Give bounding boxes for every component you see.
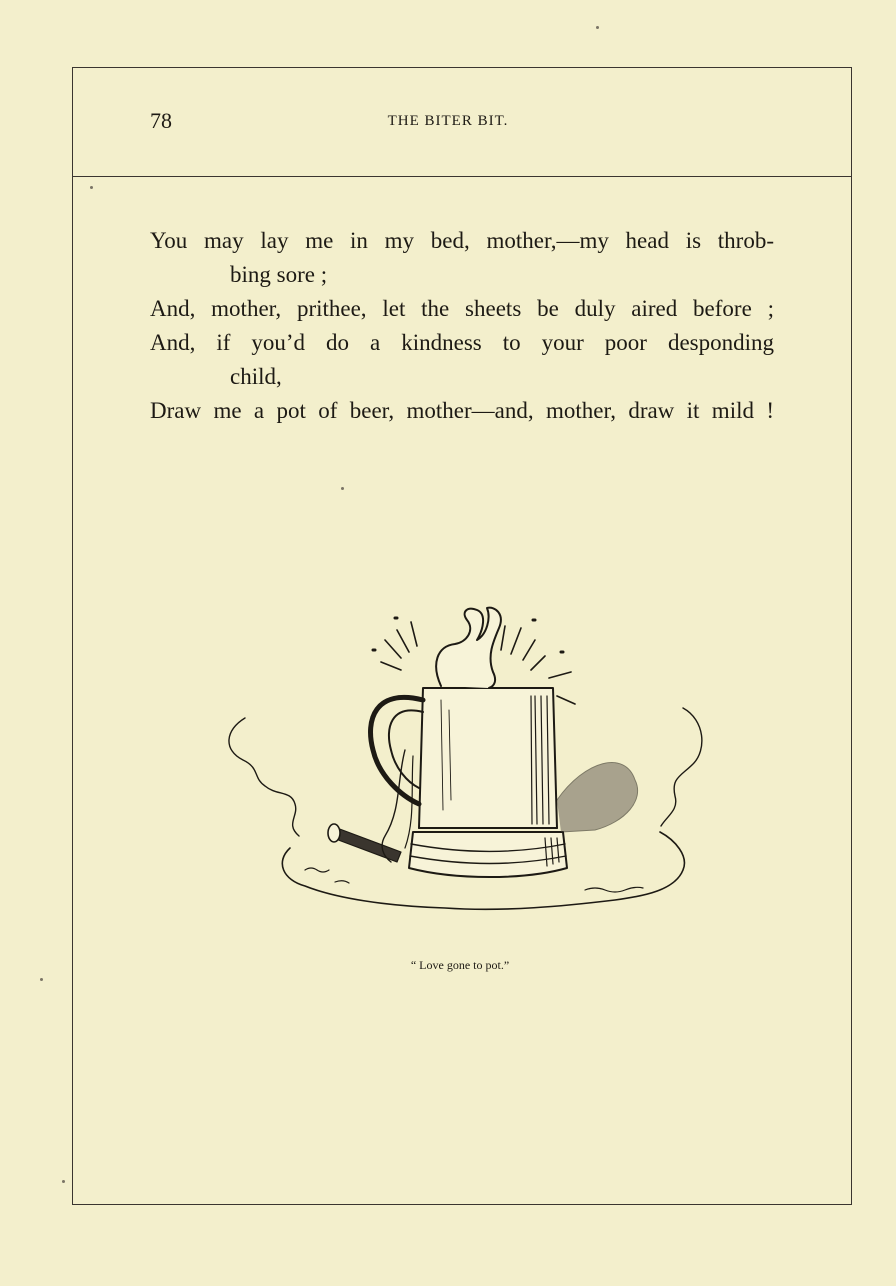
running-title: THE BITER BIT. xyxy=(387,113,509,129)
poem-line: bing sore ; xyxy=(230,262,328,287)
paper-speck xyxy=(40,978,43,981)
paper-speck xyxy=(62,1180,65,1183)
page-number: 78 xyxy=(150,108,172,133)
header-rule xyxy=(72,176,852,177)
beer-tankard-illustration xyxy=(205,600,715,920)
poem-line: And, mother, prithee, let the sheets be duly aired before ; xyxy=(150,296,774,321)
poem-stanza xyxy=(150,224,774,428)
paper-speck xyxy=(341,487,344,490)
paper-speck xyxy=(596,26,599,29)
paper-speck xyxy=(90,186,93,189)
poem-line: You may lay me in my bed, mother,—my head is throb- xyxy=(150,228,774,253)
poem-line: Draw me a pot of beer, mother—and, mother, draw it mild ! xyxy=(150,398,774,423)
poem-line: child, xyxy=(230,364,282,389)
illustration-caption: “ Love gone to pot.” xyxy=(410,958,510,972)
poem-line: And, if you’d do a kindness to your poor desponding xyxy=(150,330,774,355)
